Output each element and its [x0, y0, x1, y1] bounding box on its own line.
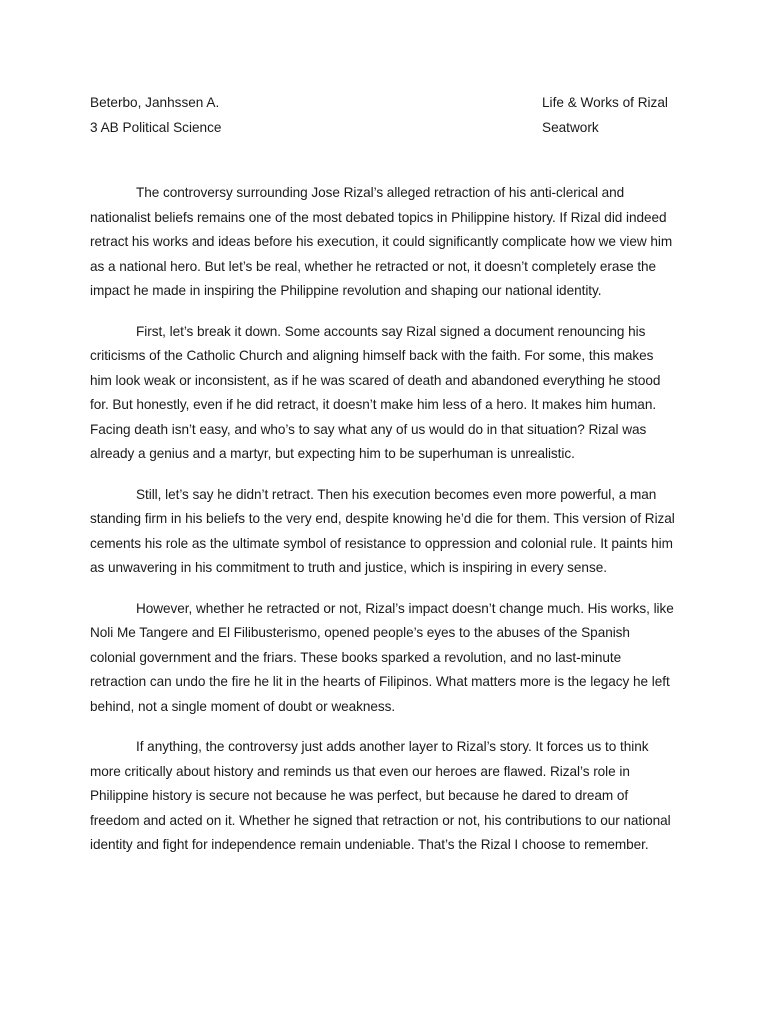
document-header	[90, 91, 678, 140]
program-name: 3 AB Political Science	[90, 119, 222, 135]
course-title: Life & Works of Rizal	[542, 95, 668, 110]
document-page	[90, 91, 678, 874]
author-name: Beterbo, Janhssen A.	[90, 95, 220, 110]
paragraph-1: The controversy surrounding Jose Rizal’s alleged retraction of his anti-clerical and nationalist beliefs remains one of the most debated topics in Philippine history. If Rizal did indeed retract his works and ideas before his execution, it could significantly complicate how we view him as a national hero. But let’s be real, whether he retracted or not, it doesn’t completely erase the impact he made in inspiring the Philippine revolution and shaping our national identity.	[90, 185, 673, 298]
paragraph-5: If anything, the controversy just adds another layer to Rizal’s story. It forces us to think more critically about history and reminds us that even our heroes are flawed. Rizal’s role in Philippine history is secure not because he was perfect, but because he dared to dream of freedom and acted on it. Whether he signed that retraction or not, his contributions to our national identity and fight for independence remain undeniable. That’s the Rizal I choose to remember.	[90, 739, 671, 852]
header-left-block	[90, 91, 221, 140]
paragraph-4: However, whether he retracted or not, Rizal’s impact doesn’t change much. His works, like Noli Me Tangere and El Filibusterismo, opened people’s eyes to the abuses of the Spanish colonial government and the friars. These books sparked a revolution, and no last-minute retraction can undo the fire he lit in the hearts of Filipinos. What matters more is the legacy he left behind, not a single moment of doubt or weakness.	[90, 600, 674, 714]
paragraph-3: Still, let’s say he didn’t retract. Then his execution becomes even more powerful, a man standing firm in his beliefs to the very end, despite knowing he’d die for them. This version of Rizal cements his role as the ultimate symbol of resistance to oppression and colonial rule. It paints him as unwavering in his commitment to truth and justice, which is inspiring in every sense.	[90, 486, 675, 575]
paragraph-2: First, let’s break it down. Some accounts say Rizal signed a document renouncing his criticisms of the Catholic Church and aligning himself back with the faith. For some, this makes him look weak or inconsistent, as if he was scared of death and abandoned everything he stood for. But honestly, even if he did retract, it doesn’t make him less of a hero. It makes him human. Facing death isn’t easy, and who’s to say what any of us would do in that situation? Rizal was already a genius and a martyr, but expecting him to be superhuman is unrealistic.	[90, 323, 661, 461]
activity-type: Seatwork	[542, 119, 599, 135]
header-right-block	[542, 91, 678, 140]
essay-body	[90, 181, 678, 858]
